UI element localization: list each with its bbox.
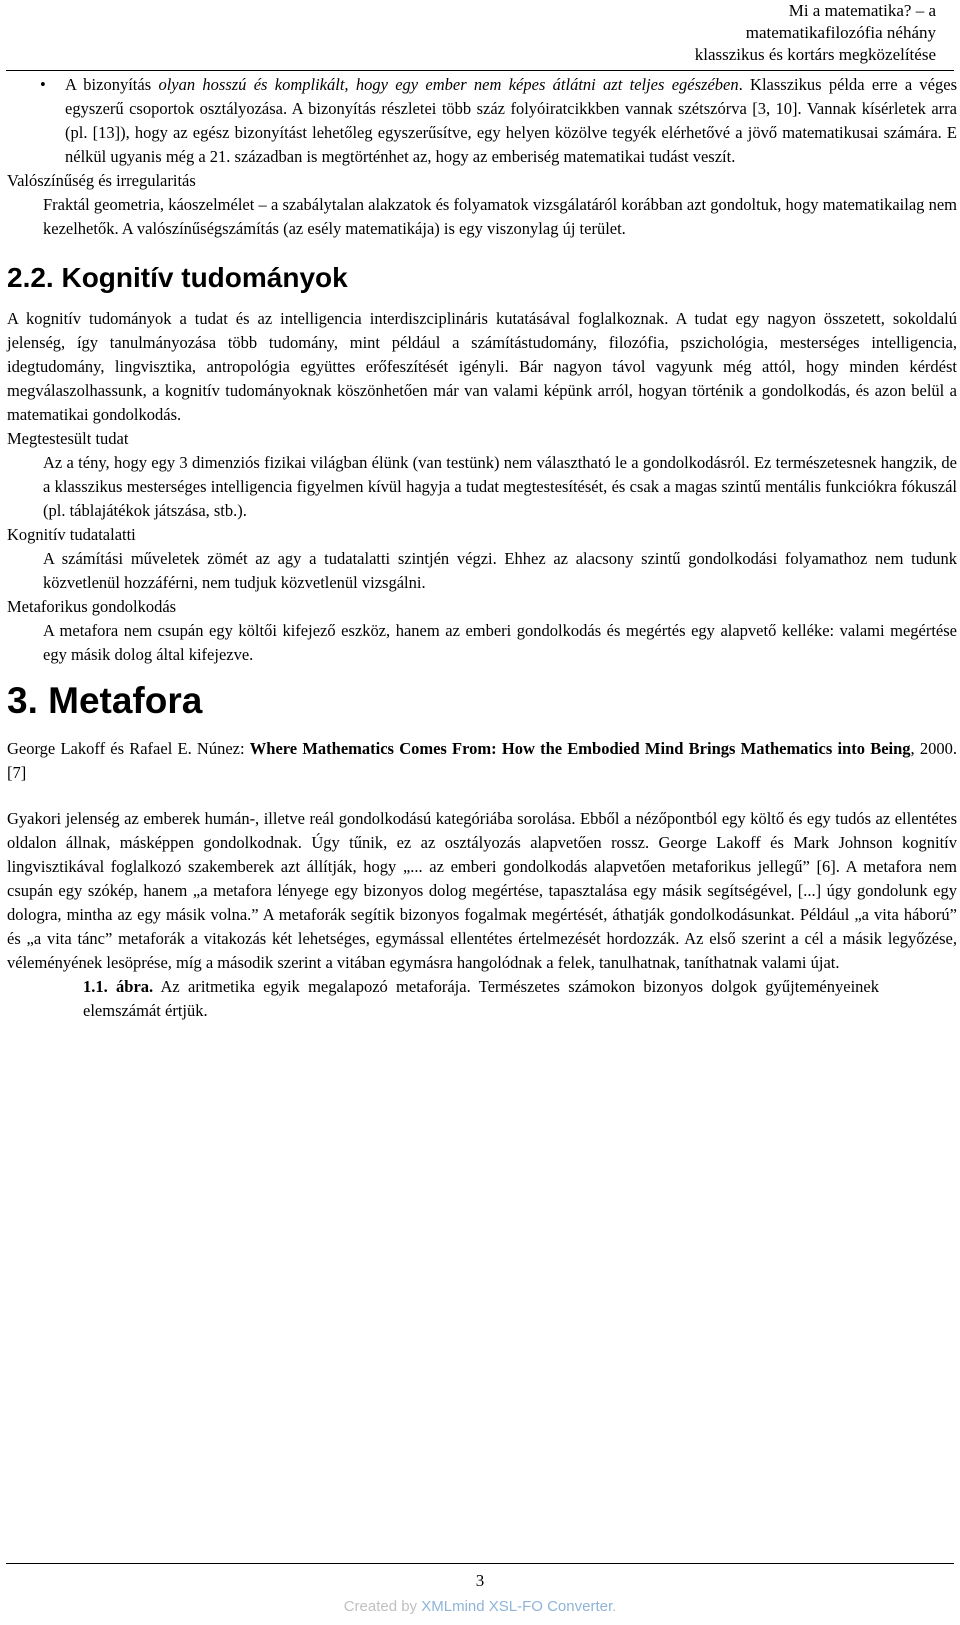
bullet-item-proof bbox=[7, 73, 957, 169]
created-by-suffix: . bbox=[612, 1598, 617, 1615]
main-content bbox=[7, 73, 957, 1023]
bullet-text-italic: olyan hosszú és komplikált, hogy egy ember nem képes átlátni azt teljes egészében bbox=[158, 75, 739, 94]
para-metaphor: Gyakori jelenség az emberek humán-, illetve reál gondolkodású kategóriába sorolása. Ebből a nézőpontból egy költő és egy tudós az ellentétes oldalon állnak, másképpen gondolkodnak. Úgy tűnik, ez az osztályozás alapvetően rossz. George Lakoff és Mark Johnson kognitív lingvisztikával foglalkozó szakemberek azt állítják, hogy „... az emberi gondolkodás alapvetően metaforikus jellegű” [6]. A metafora nem csupán egy szókép, hanem „a metafora lényege egy bizonyos dolog megértése, tapasztalása egy másik segítségével, [...] úgy gondolunk egy dologra, mintha az egy másik volna.” A metaforák segítik bizonyos fogalmak megértését, áthatják gondolkodásunkat. Például „a vita háború” és „a vita tánc” metaforák a vitakozás két lehetséges, egymással ellentétes értelmezését hordozzák. Az első szerint a cél a másik legyőzése, véleményének lesöprése, míg a második szerint a vitában egymásra hangolódnak a felek, tanulhatnak, taníthatnak valami újat. bbox=[7, 809, 957, 972]
term-embodied-mind: Megtestesült tudat bbox=[7, 429, 129, 448]
header-line-3: klasszikus és kortárs megközelítése bbox=[694, 45, 936, 64]
header-line-2: matematikafilozófia néhány bbox=[745, 23, 936, 42]
bullet-marker: • bbox=[40, 75, 46, 94]
term-probability: Valószínűség és irregularitás bbox=[7, 171, 196, 190]
running-header bbox=[436, 0, 936, 66]
term-cognitive-unconscious: Kognitív tudatalatti bbox=[7, 525, 136, 544]
reference-authors: George Lakoff és Rafael E. Núnez: bbox=[7, 739, 250, 758]
created-by-credit bbox=[0, 1596, 960, 1618]
para-cognitive-sciences: A kognitív tudományok a tudat és az intelligencia interdiszciplináris kutatásával foglalkoznak. A tudat egy nagyon összetett, sokoldalú jelenség, így tanulmányozása több tudomány, mint például a számítástudomány, filozófia, pszichológia, mesterséges intelligencia, idegtudomány, lingvisztika, antropológia együttes erőfeszítését igényli. Bár nagyon távol vagyunk még attól, hogy minden kérdést megválaszolhassunk, a kognitív tudományoknak köszönhetően már van valami képünk arról, hogyan történik a gondolkodás, és azon belül a matematikai gondolkodás. bbox=[7, 309, 957, 424]
bullet-text-a: A bizonyítás bbox=[65, 75, 159, 94]
desc-embodied-mind: Az a tény, hogy egy 3 dimenziós fizikai világban élünk (van testünk) nem választható le a gondolkodásról. Ez természetesnek hangzik, de a klasszikus mesterséges intelligencia figyelmen kívül hagyja a tudat megtestesítését, és csak a magas szintű mentális funkciókra fókuszál (pl. táblajátékok játszása, stb.). bbox=[43, 453, 957, 520]
reference-year: , 2000. [7] bbox=[7, 739, 957, 782]
desc-metaphorical-thinking: A metafora nem csupán egy költői kifejező eszköz, hanem az emberi gondolkodás és megértés egy alapvető kelléke: valami megértése egy másik dolog által kifejezve. bbox=[43, 621, 957, 664]
figure-caption bbox=[7, 975, 957, 1023]
term-metaphorical-thinking: Metaforikus gondolkodás bbox=[7, 597, 177, 616]
heading-metaphor: 3. Metafora bbox=[7, 680, 203, 721]
reference-title: Where Mathematics Comes From: How the Embodied Mind Brings Mathematics into Being bbox=[249, 739, 911, 758]
heading-cognitive-sciences: 2.2. Kognitív tudományok bbox=[7, 262, 348, 293]
header-rule bbox=[6, 70, 954, 71]
created-by-brand: XMLmind XSL-FO Converter bbox=[421, 1598, 613, 1615]
page-number: 3 bbox=[475, 1571, 485, 1590]
book-reference bbox=[7, 737, 957, 785]
spacer bbox=[7, 785, 957, 807]
desc-cognitive-unconscious: A számítási műveletek zömét az agy a tudatalatti szintjén végzi. Ehhez az alacsony szintű gondolkodási folyamathoz nem tudunk közvetlenül hozzáférni, nem tudjuk közvetlenül vizsgálni. bbox=[43, 549, 957, 592]
figure-caption-text: Az aritmetika egyik megalapozó metaforája. Természetes számokon bizonyos dolgok gyűjteményeinek elemszámát értjük. bbox=[83, 977, 879, 1020]
created-by-prefix: Created by bbox=[343, 1598, 422, 1615]
bullet-text-b: . Klasszikus példa erre a véges egyszerű csoportok osztályozása. A bizonyítás részletei több száz folyóiratcikkben vannak szétszórva [3, 10]. Vannak kísérletek arra (pl. [13]), hogy az egész bizonyítást lehetőleg egyszerűsítve, egy helyen közölve tegyék elérhetővé a jövő matematikusai számára. E nélkül ugyanis még a 21. században is megtörténhet az, hogy az emberiség matematikai tudást veszít. bbox=[65, 75, 958, 166]
desc-probability: Fraktál geometria, káoszelmélet – a szabálytalan alakzatok és folyamatok vizsgálatáról korábban azt gondoltuk, hogy matematikailag nem kezelhetők. A valószínűségszámítás (az esély matematikája) is egy viszonylag új terület. bbox=[43, 195, 957, 238]
figure-label: 1.1. ábra. bbox=[83, 977, 154, 996]
header-line-1: Mi a matematika? – a bbox=[788, 1, 936, 20]
footer-rule bbox=[6, 1563, 954, 1564]
